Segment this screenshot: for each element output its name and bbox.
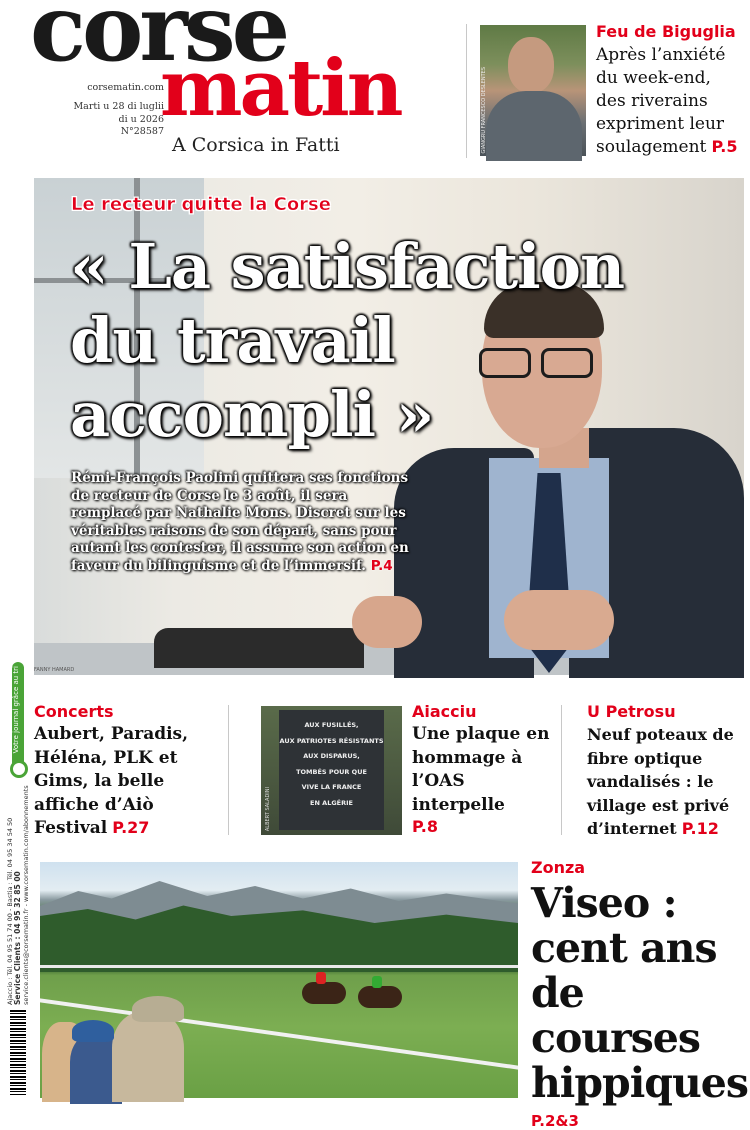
aiacciu-page-ref[interactable]: P.8 — [412, 817, 438, 836]
contact-info — [6, 785, 30, 1005]
cap — [72, 1020, 114, 1042]
masthead-meta — [72, 82, 164, 139]
aiacciu-kicker: Aiacciu — [412, 702, 477, 721]
main-kicker: Le recteur quitte la Corse — [71, 194, 331, 215]
track-rail — [40, 965, 518, 968]
concerts-teaser[interactable] — [34, 702, 219, 841]
teaser-photo[interactable] — [480, 25, 586, 156]
column-divider — [561, 705, 562, 835]
plaque-line: TOMBÉS POUR QUE — [296, 767, 367, 776]
contact-web: service.clients@corsematin.fr - www.corsematin.com/abonnements — [22, 785, 30, 1005]
petrosu-kicker: U Petrosu — [587, 702, 676, 721]
chapo-text: Rémi-François Paolini quittera ses fonctions de recteur de Corse le 3 août, il sera remplacé par Nathalie Mons. Discret sur les véritables raisons de son départ, sans pour autant les contester, il assume son action en faveur du bilinguisme et de l’immersif. — [71, 470, 409, 574]
main-story[interactable] — [34, 178, 744, 675]
photo-credit: FANNY HAMARD — [34, 667, 75, 673]
tagline: A Corsica in Fatti — [172, 134, 340, 156]
zonza-page-ref[interactable]: P.2&3 — [531, 1112, 579, 1130]
recycle-text: Votre journal grâce au tri — [12, 666, 20, 754]
plaque-line: EN ALGÉRIE — [310, 798, 353, 807]
left-strip — [4, 660, 30, 1100]
logo-corse[interactable]: corse — [30, 0, 287, 82]
cap — [132, 996, 184, 1022]
horse-race-photo[interactable] — [40, 862, 518, 1098]
plaque-photo[interactable] — [261, 706, 402, 835]
concerts-kicker: Concerts — [34, 702, 114, 721]
barcode — [10, 1010, 26, 1095]
masthead — [0, 0, 750, 170]
issue-number: N°28587 — [120, 126, 164, 138]
chair — [154, 628, 364, 668]
photo-subject-body — [486, 91, 582, 161]
zonza-kicker: Zonza — [531, 858, 586, 877]
website[interactable]: corsematin.com — [87, 82, 164, 93]
zonza-headline[interactable]: Viseo : cent ans de courses hippiques — [531, 879, 748, 1107]
plaque-inscription — [279, 718, 384, 811]
aiacciu-headline[interactable]: Une plaque en hommage à l’OAS interpelle — [412, 724, 550, 815]
masthead-divider — [466, 24, 467, 158]
concerts-headline[interactable]: Aubert, Paradis, Héléna, PLK et Gims, la belle affiche d’Aiò Festival — [34, 724, 189, 838]
teaser-page-ref[interactable]: P.5 — [711, 137, 738, 156]
service-clients: Service Clients : 04 95 32 85 00 — [13, 871, 22, 1005]
plaque-line: AUX DISPARUS, — [303, 752, 360, 760]
zonza-teaser[interactable] — [531, 858, 746, 1130]
photo-credit: GIANGRU FRANCESCO DESLENTES — [481, 67, 487, 154]
horse — [358, 986, 402, 1008]
photo-credit: ALBERT SALADINI — [265, 786, 271, 831]
plaque-line: AUX FUSILLÉS, — [304, 721, 359, 729]
hand — [352, 596, 422, 648]
concerts-page-ref[interactable]: P.27 — [112, 818, 150, 837]
teaser-kicker: Feu de Biguglia — [596, 22, 736, 41]
photo-subject-head — [508, 37, 554, 93]
main-page-ref[interactable]: P.4 — [370, 557, 393, 574]
main-chapo — [71, 470, 411, 575]
petrosu-page-ref[interactable]: P.12 — [681, 819, 719, 838]
contact-phones: Ajaccio : Tél. 04 95 51 74 00 - Bastia : Tél. 04 95 34 54 50 — [6, 817, 14, 1005]
aiacciu-teaser[interactable] — [412, 702, 552, 836]
issue-date: Marti u 28 di luglii di u 2026 — [73, 100, 164, 125]
logo-matin[interactable]: matin — [160, 43, 401, 134]
hand — [504, 590, 614, 650]
teaser-headline[interactable]: Après l’anxiété du week-end, des riverains expriment leur soulagement — [596, 45, 726, 157]
jockey — [316, 972, 326, 984]
column-divider — [228, 705, 229, 835]
jockey — [372, 976, 382, 988]
main-headline[interactable]: « La satisfaction du travail accompli » — [70, 230, 625, 451]
petrosu-teaser[interactable] — [587, 702, 747, 841]
horse — [302, 982, 346, 1004]
recycle-icon — [10, 760, 28, 778]
petrosu-headline[interactable]: Neuf poteaux de fibre optique vandalisés : le village est privé d’internet — [587, 725, 734, 838]
spectator — [112, 1012, 184, 1102]
plaque-line: AUX PATRIOTES RÉSISTANTS — [279, 736, 384, 745]
plaque-line: VIVE LA FRANCE — [301, 783, 362, 791]
recycle-badge — [12, 662, 24, 772]
top-teaser[interactable] — [596, 22, 746, 159]
